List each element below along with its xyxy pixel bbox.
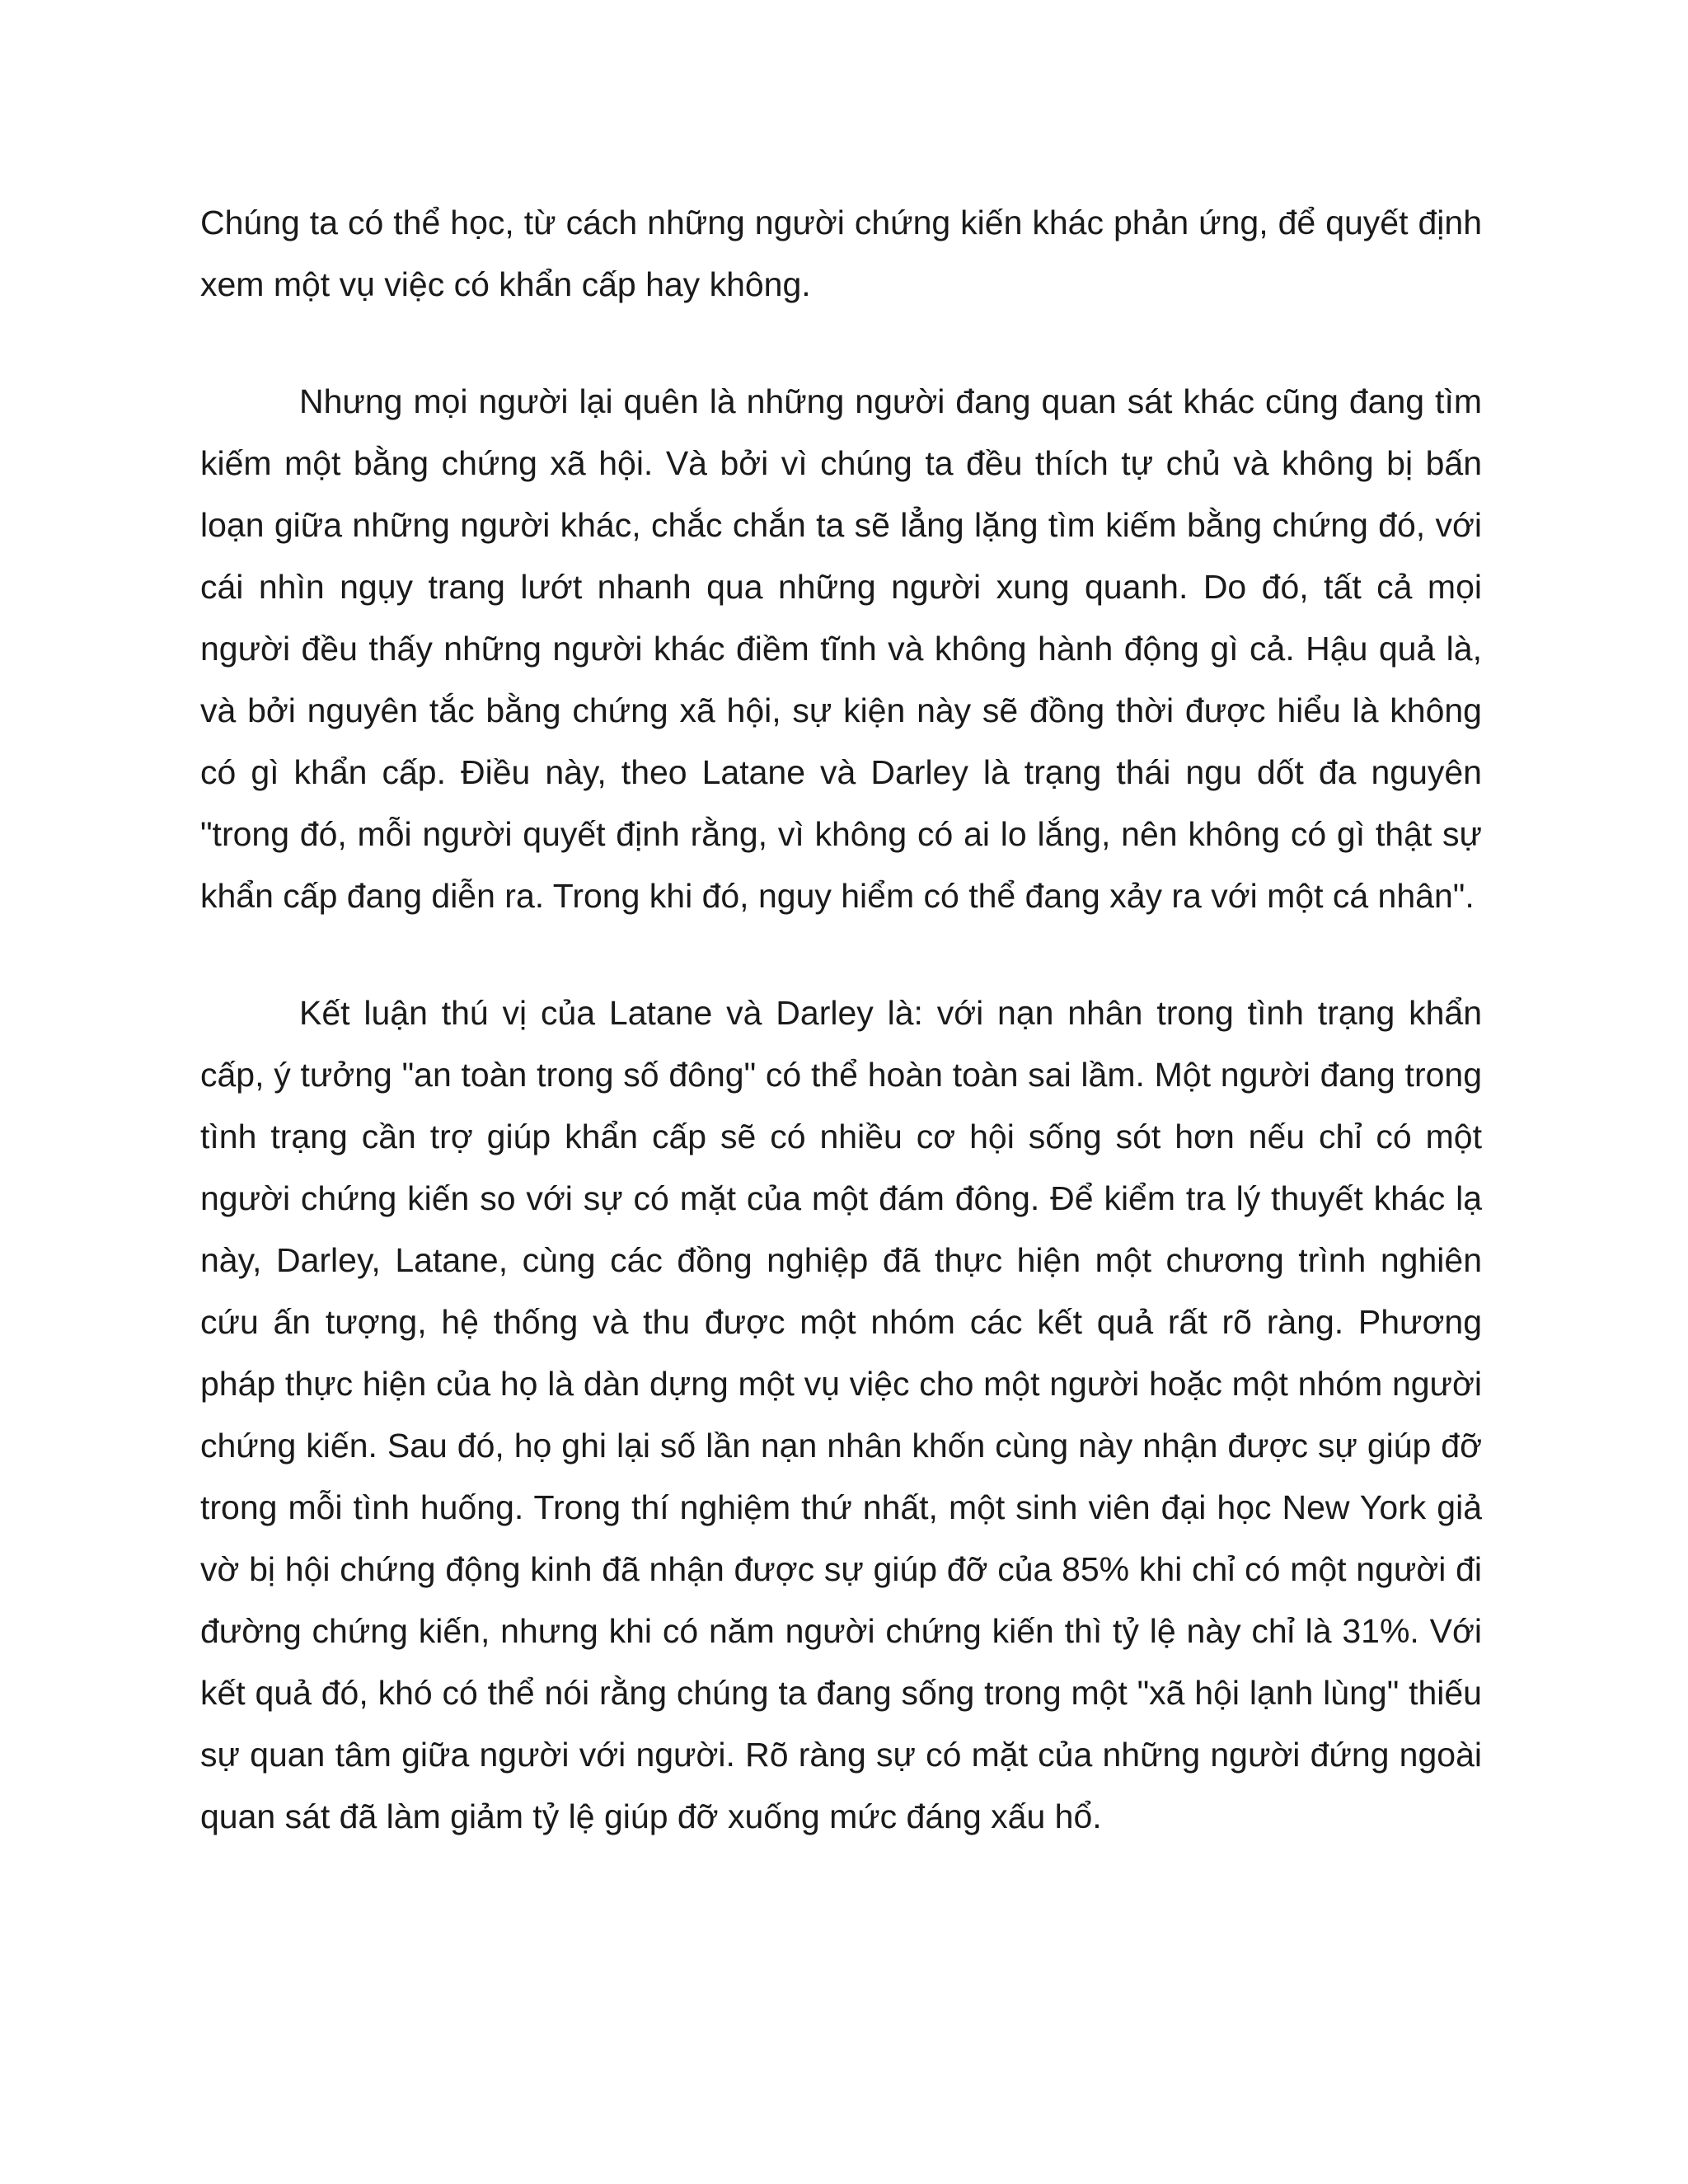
paragraph-3: Kết luận thú vị của Latane và Darley là: với nạn nhân trong tình trạng khẩn cấp, ý tưởng "an toàn trong số đông" có thể hoàn toàn sai lầm. Một người đang trong tình trạng cần trợ giúp khẩn cấp sẽ có nhiều cơ hội sống sót hơn nếu chỉ có một người chứng kiến so với sự có mặt của một đám đông. Để kiểm tra lý thuyết khác lạ này, Darley, Latane, cùng các đồng nghiệp đã thực hiện một chương trình nghiên cứu ấn tượng, hệ thống và thu được một nhóm các kết quả rất rõ ràng. Phương pháp thực hiện của họ là dàn dựng một vụ việc cho một người hoặc một nhóm người chứng kiến. Sau đó, họ ghi lại số lần nạn nhân khốn cùng này nhận được sự giúp đỡ trong mỗi tình huống. Trong thí nghiệm thứ nhất, một sinh viên đại học New York giả vờ bị hội chứng động kinh đã nhận được sự giúp đỡ của 85% khi chỉ có một người đi đường chứng kiến, nhưng khi có năm người chứng kiến thì tỷ lệ này chỉ là 31%. Với kết quả đó, khó có thể nói rằng chúng ta đang sống trong một "xã hội lạnh lùng" thiếu sự quan tâm giữa người với người. Rõ ràng sự có mặt của những người đứng ngoài quan sát đã làm giảm tỷ lệ giúp đỡ xuống mức đáng xấu hổ. — [200, 994, 1482, 1835]
document-body — [200, 192, 1482, 1903]
paragraph-2: Nhưng mọi người lại quên là những người đang quan sát khác cũng đang tìm kiếm một bằng chứng xã hội. Và bởi vì chúng ta đều thích tự chủ và không bị bấn loạn giữa những người khác, chắc chắn ta sẽ lẳng lặng tìm kiếm bằng chứng đó, với cái nhìn ngụy trang lướt nhanh qua những người xung quanh. Do đó, tất cả mọi người đều thấy những người khác điềm tĩnh và không hành động gì cả. Hậu quả là, và bởi nguyên tắc bằng chứng xã hội, sự kiện này sẽ đồng thời được hiểu là không có gì khẩn cấp. Điều này, theo Latane và Darley là trạng thái ngu dốt đa nguyên "trong đó, mỗi người quyết định rằng, vì không có ai lo lắng, nên không có gì thật sự khẩn cấp đang diễn ra. Trong khi đó, nguy hiểm có thể đang xảy ra với một cá nhân". — [200, 382, 1482, 915]
paragraph-1: Chúng ta có thể học, từ cách những người chứng kiến khác phản ứng, để quyết định xem một vụ việc có khẩn cấp hay không. — [200, 204, 1482, 303]
